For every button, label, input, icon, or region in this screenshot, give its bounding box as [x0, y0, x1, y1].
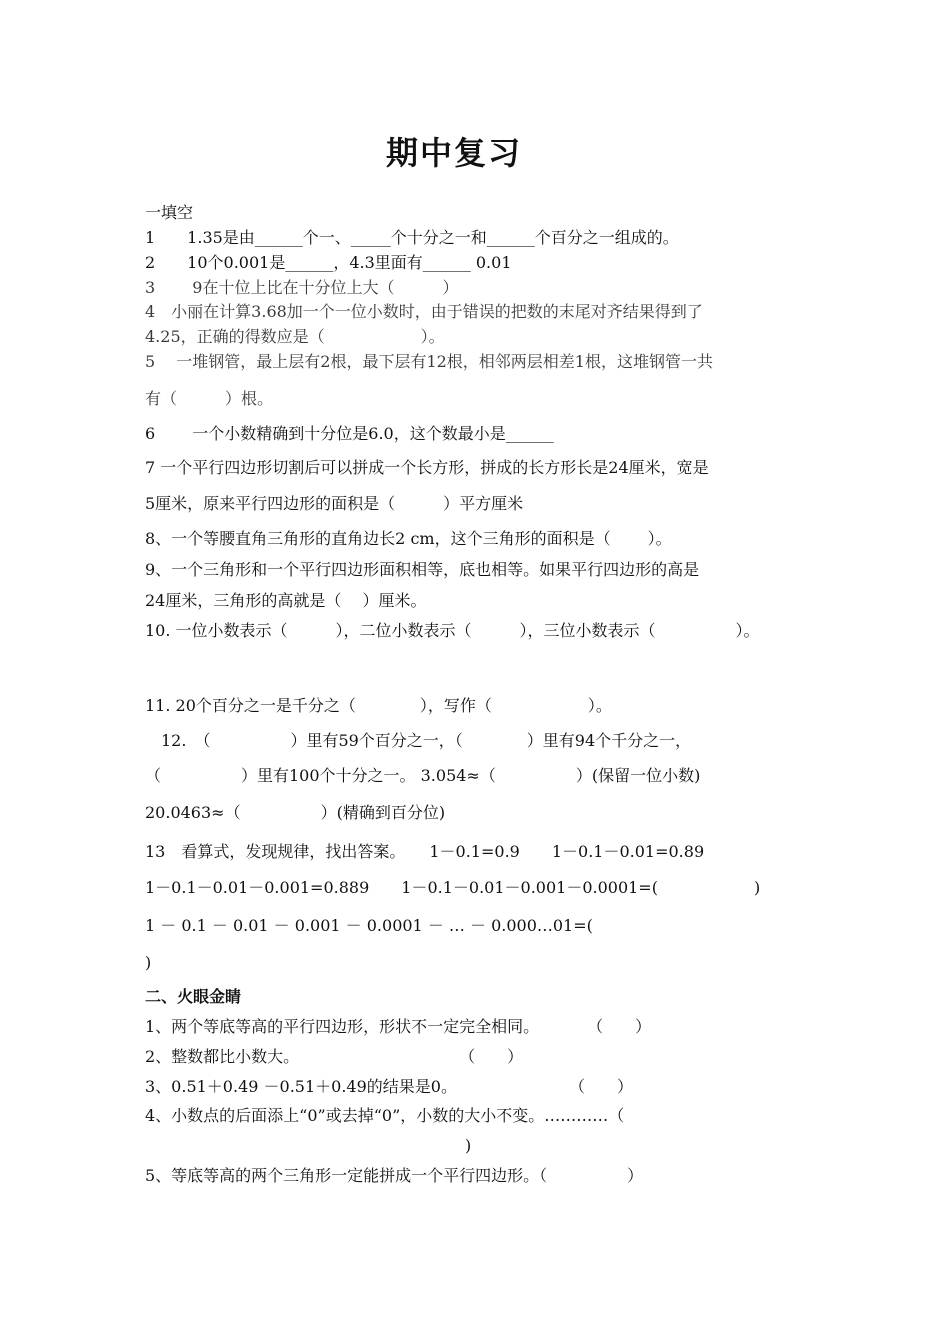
section-heading-fill-in: 一填空	[145, 203, 194, 222]
question-line: 24厘米，三角形的高就是（ ）厘米。	[145, 591, 427, 610]
judgement-line: 4、小数点的后面添上“0”或去掉“0”，小数的大小不变。…………（	[145, 1106, 625, 1125]
section-heading-true-false: 二、火眼金睛	[145, 987, 242, 1006]
question-line: 有（ ）根。	[145, 389, 274, 408]
judgement-line: 1、两个等底等高的平行四边形，形状不一定完全相同。 （ ）	[145, 1017, 652, 1036]
question-line: 5厘米，原来平行四边形的面积是（ ）平方厘米	[145, 494, 524, 513]
question-line: 4.25，正确的得数应是（ ）。	[145, 327, 445, 346]
question-line: 6 一个小数精确到十分位是6.0，这个数最小是______	[145, 424, 554, 443]
question-line: 12. （ ）里有59个百分之一，（ ）里有94个千分之一，	[145, 731, 692, 750]
question-line: 9、一个三角形和一个平行四边形面积相等，底也相等。如果平行四边形的高是	[145, 560, 700, 579]
judgement-line: 3、0.51＋0.49 －0.51＋0.49的结果是0。 （ ）	[145, 1077, 633, 1096]
question-line: 11. 20个百分之一是千分之（ ），写作（ ）。	[145, 696, 612, 715]
question-line: 2 10个0.001是______，4.3里面有______ 0.01	[145, 253, 512, 272]
question-line: 1－0.1－0.01－0.001=0.889 1－0.1－0.01－0.001－0.0001=( )	[145, 878, 761, 897]
question-line: )	[145, 953, 152, 972]
question-line: 1 1.35是由______个一、_____个十分之一和______个百分之一组成的。	[145, 228, 679, 247]
question-line: 10. 一位小数表示（ ），二位小数表示（ ），三位小数表示（ ）。	[145, 621, 760, 640]
question-line: 7 一个平行四边形切割后可以拼成一个长方形，拼成的长方形长是24厘米，宽是	[145, 458, 709, 477]
question-line: （ ）里有100个十分之一。 3.054≈（ ）(保留一位小数)	[145, 766, 701, 785]
judgement-line: 5、等底等高的两个三角形一定能拼成一个平行四边形。（ ）	[145, 1166, 644, 1185]
question-line: 3 9在十位上比在十分位上大（ ）	[145, 278, 459, 297]
question-line: 8、一个等腰直角三角形的直角边长2 cm，这个三角形的面积是（ ）。	[145, 529, 672, 548]
question-line: 20.0463≈（ ）(精确到百分位)	[145, 803, 446, 822]
question-line: 1 － 0.1 － 0.01 － 0.001 － 0.0001 － … － 0.000…01=(	[145, 916, 593, 935]
judgement-line: 2、整数都比小数大。 （ ）	[145, 1047, 524, 1066]
question-line: 13 看算式，发现规律，找出答案。 1－0.1=0.9 1－0.1－0.01=0.89	[145, 842, 705, 861]
question-line: 4 小丽在计算3.68加一个一位小数时，由于错误的把数的末尾对齐结果得到了	[145, 302, 703, 321]
page-title: 期中复习	[385, 134, 522, 172]
judgement-line: )	[145, 1136, 472, 1155]
question-line: 5 一堆钢管，最上层有2根，最下层有12根，相邻两层相差1根，这堆钢管一共	[145, 352, 713, 371]
